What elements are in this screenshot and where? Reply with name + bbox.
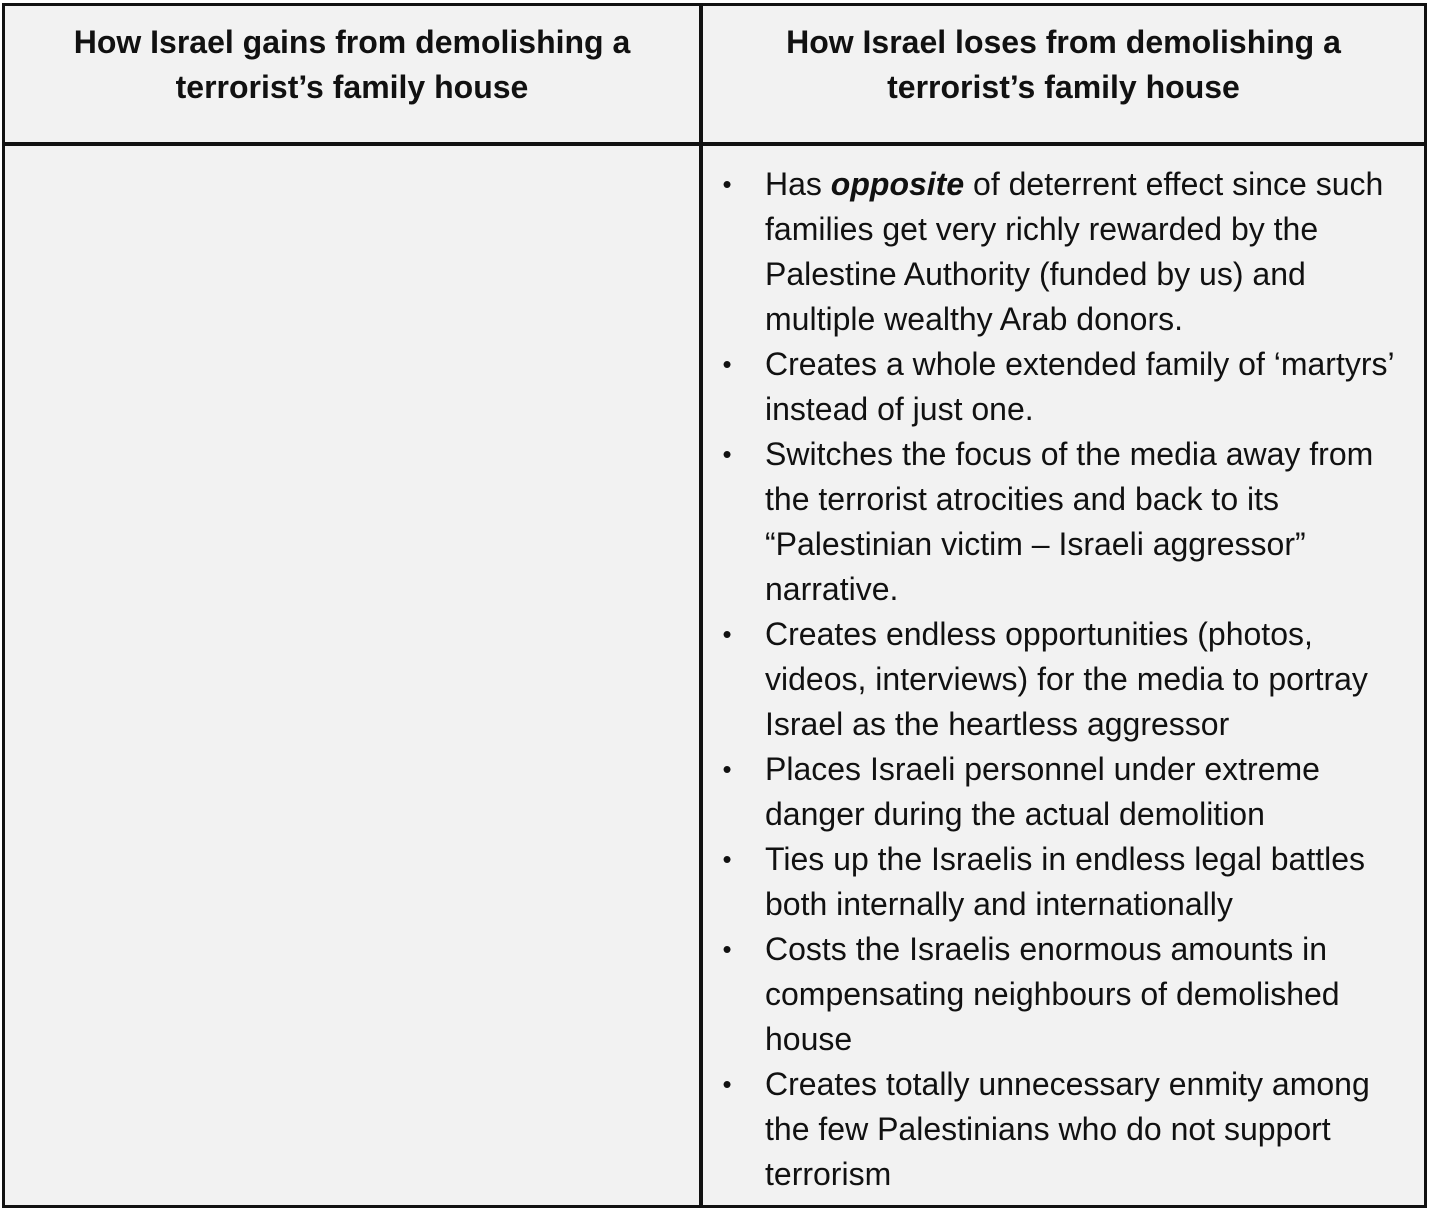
loss-item-text: Creates endless opportunities (photos, videos, interviews) for the media to portray Israel as the heartless aggressor: [765, 616, 1368, 742]
bullet-icon: •: [722, 169, 732, 199]
loss-item-text: Places Israeli personnel under extreme danger during the actual demolition: [765, 751, 1320, 832]
bullet-icon: •: [722, 439, 732, 469]
loss-item-text: Switches the focus of the media away from the terrorist atrocities and back to its “Palestinian victim – Israeli aggressor” narrative.: [765, 436, 1374, 607]
loss-item-text: of deterrent effect since such families get very richly rewarded by the Palestine Authority (funded by us) and multiple wealthy Arab donors.: [765, 166, 1384, 337]
loss-item: [703, 1062, 1424, 1197]
header-losses-text: How Israel loses from demolishing a terrorist’s family house: [786, 24, 1341, 105]
losses-list: [703, 162, 1424, 1197]
loss-item: [703, 432, 1424, 612]
loss-item-text: Ties up the Israelis in endless legal battles both internally and internationally: [765, 841, 1366, 922]
loss-item-text: Creates totally unnecessary enmity among the few Palestinians who do not support terrorism: [765, 1066, 1370, 1192]
header-gains-text: How Israel gains from demolishing a terrorist’s family house: [73, 24, 631, 105]
loss-item-text: Costs the Israelis enormous amounts in compensating neighbours of demolished house: [765, 931, 1340, 1057]
loss-item: [703, 837, 1424, 927]
losses-cell: [703, 146, 1424, 1205]
comparison-table: [2, 3, 1427, 1208]
bullet-icon: •: [722, 934, 732, 964]
header-losses: [703, 6, 1424, 142]
bullet-icon: •: [722, 619, 732, 649]
bullet-icon: •: [722, 1069, 732, 1099]
header-gains: [5, 6, 699, 142]
loss-item-text: Creates a whole extended family of ‘martyrs’ instead of just one.: [765, 346, 1394, 427]
loss-item: [703, 927, 1424, 1062]
loss-item: [703, 747, 1424, 837]
bullet-icon: •: [722, 754, 732, 784]
bullet-icon: •: [722, 844, 732, 874]
loss-item: [703, 612, 1424, 747]
bullet-icon: •: [722, 349, 732, 379]
loss-item-prefix: Has: [765, 166, 831, 202]
loss-item-emphasis: opposite: [830, 166, 965, 202]
loss-item: [703, 162, 1424, 342]
gains-cell: [5, 146, 699, 1205]
loss-item: [703, 342, 1424, 432]
